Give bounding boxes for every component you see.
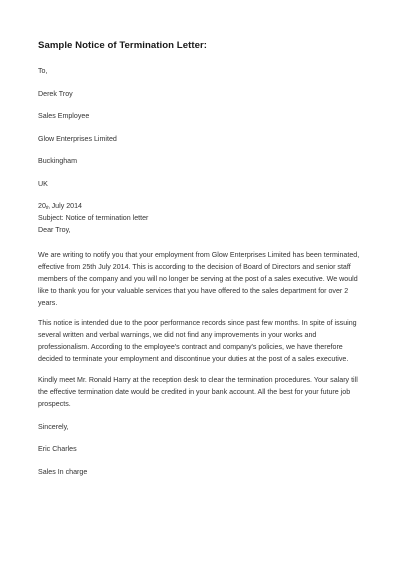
salutation-to: To, [38, 67, 48, 75]
recipient-position: Sales Employee [38, 112, 90, 120]
letter-greeting: Dear Troy, [38, 226, 71, 234]
letter-title: Sample Notice of Termination Letter: [38, 40, 208, 51]
date-rest: July 2014 [49, 202, 82, 210]
letter-date [38, 202, 367, 211]
sender-title: Sales In charge [38, 467, 88, 476]
recipient-company: Glow Enterprises Limited [38, 134, 117, 143]
letter-subject: Subject: Notice of termination letter [38, 214, 149, 222]
sender-name: Eric Charles [38, 445, 77, 453]
body-paragraph-3: Kindly meet Mr. Ronald Harry at the reception desk to clear the termination procedures. Your salary till the effective termination date would be credited in your bank account. All the best for your future job prospects. [38, 375, 358, 408]
body-paragraph-1: We are writing to notify you that your employment from Glow Enterprises Limited has been terminated, effective from 25th July 2014. This is according to the decision of Board of Directors and senior staff members of the company and you will no longer be serving at the post of a sales executive. We would like to thank you for your valuable services that you have offered to the sales department for over 2 years. [38, 250, 360, 307]
body-paragraph-2: This notice is intended due to the poor performance records since past few months. In spite of issuing several written and verbal warnings, we did not find any improvements in your works and professionalism. According to the employee's contract and company's policies, we have therefore decided to terminate your employment and discontinue your duties at the post of a sales executive. [38, 319, 357, 363]
date-day: 20 [38, 202, 46, 210]
date-suffix: th [45, 205, 50, 210]
recipient-city: Buckingham [38, 157, 78, 165]
letter-closing: Sincerely, [38, 422, 69, 431]
recipient-country: UK [38, 179, 48, 188]
recipient-name: Derek Troy [38, 89, 73, 98]
